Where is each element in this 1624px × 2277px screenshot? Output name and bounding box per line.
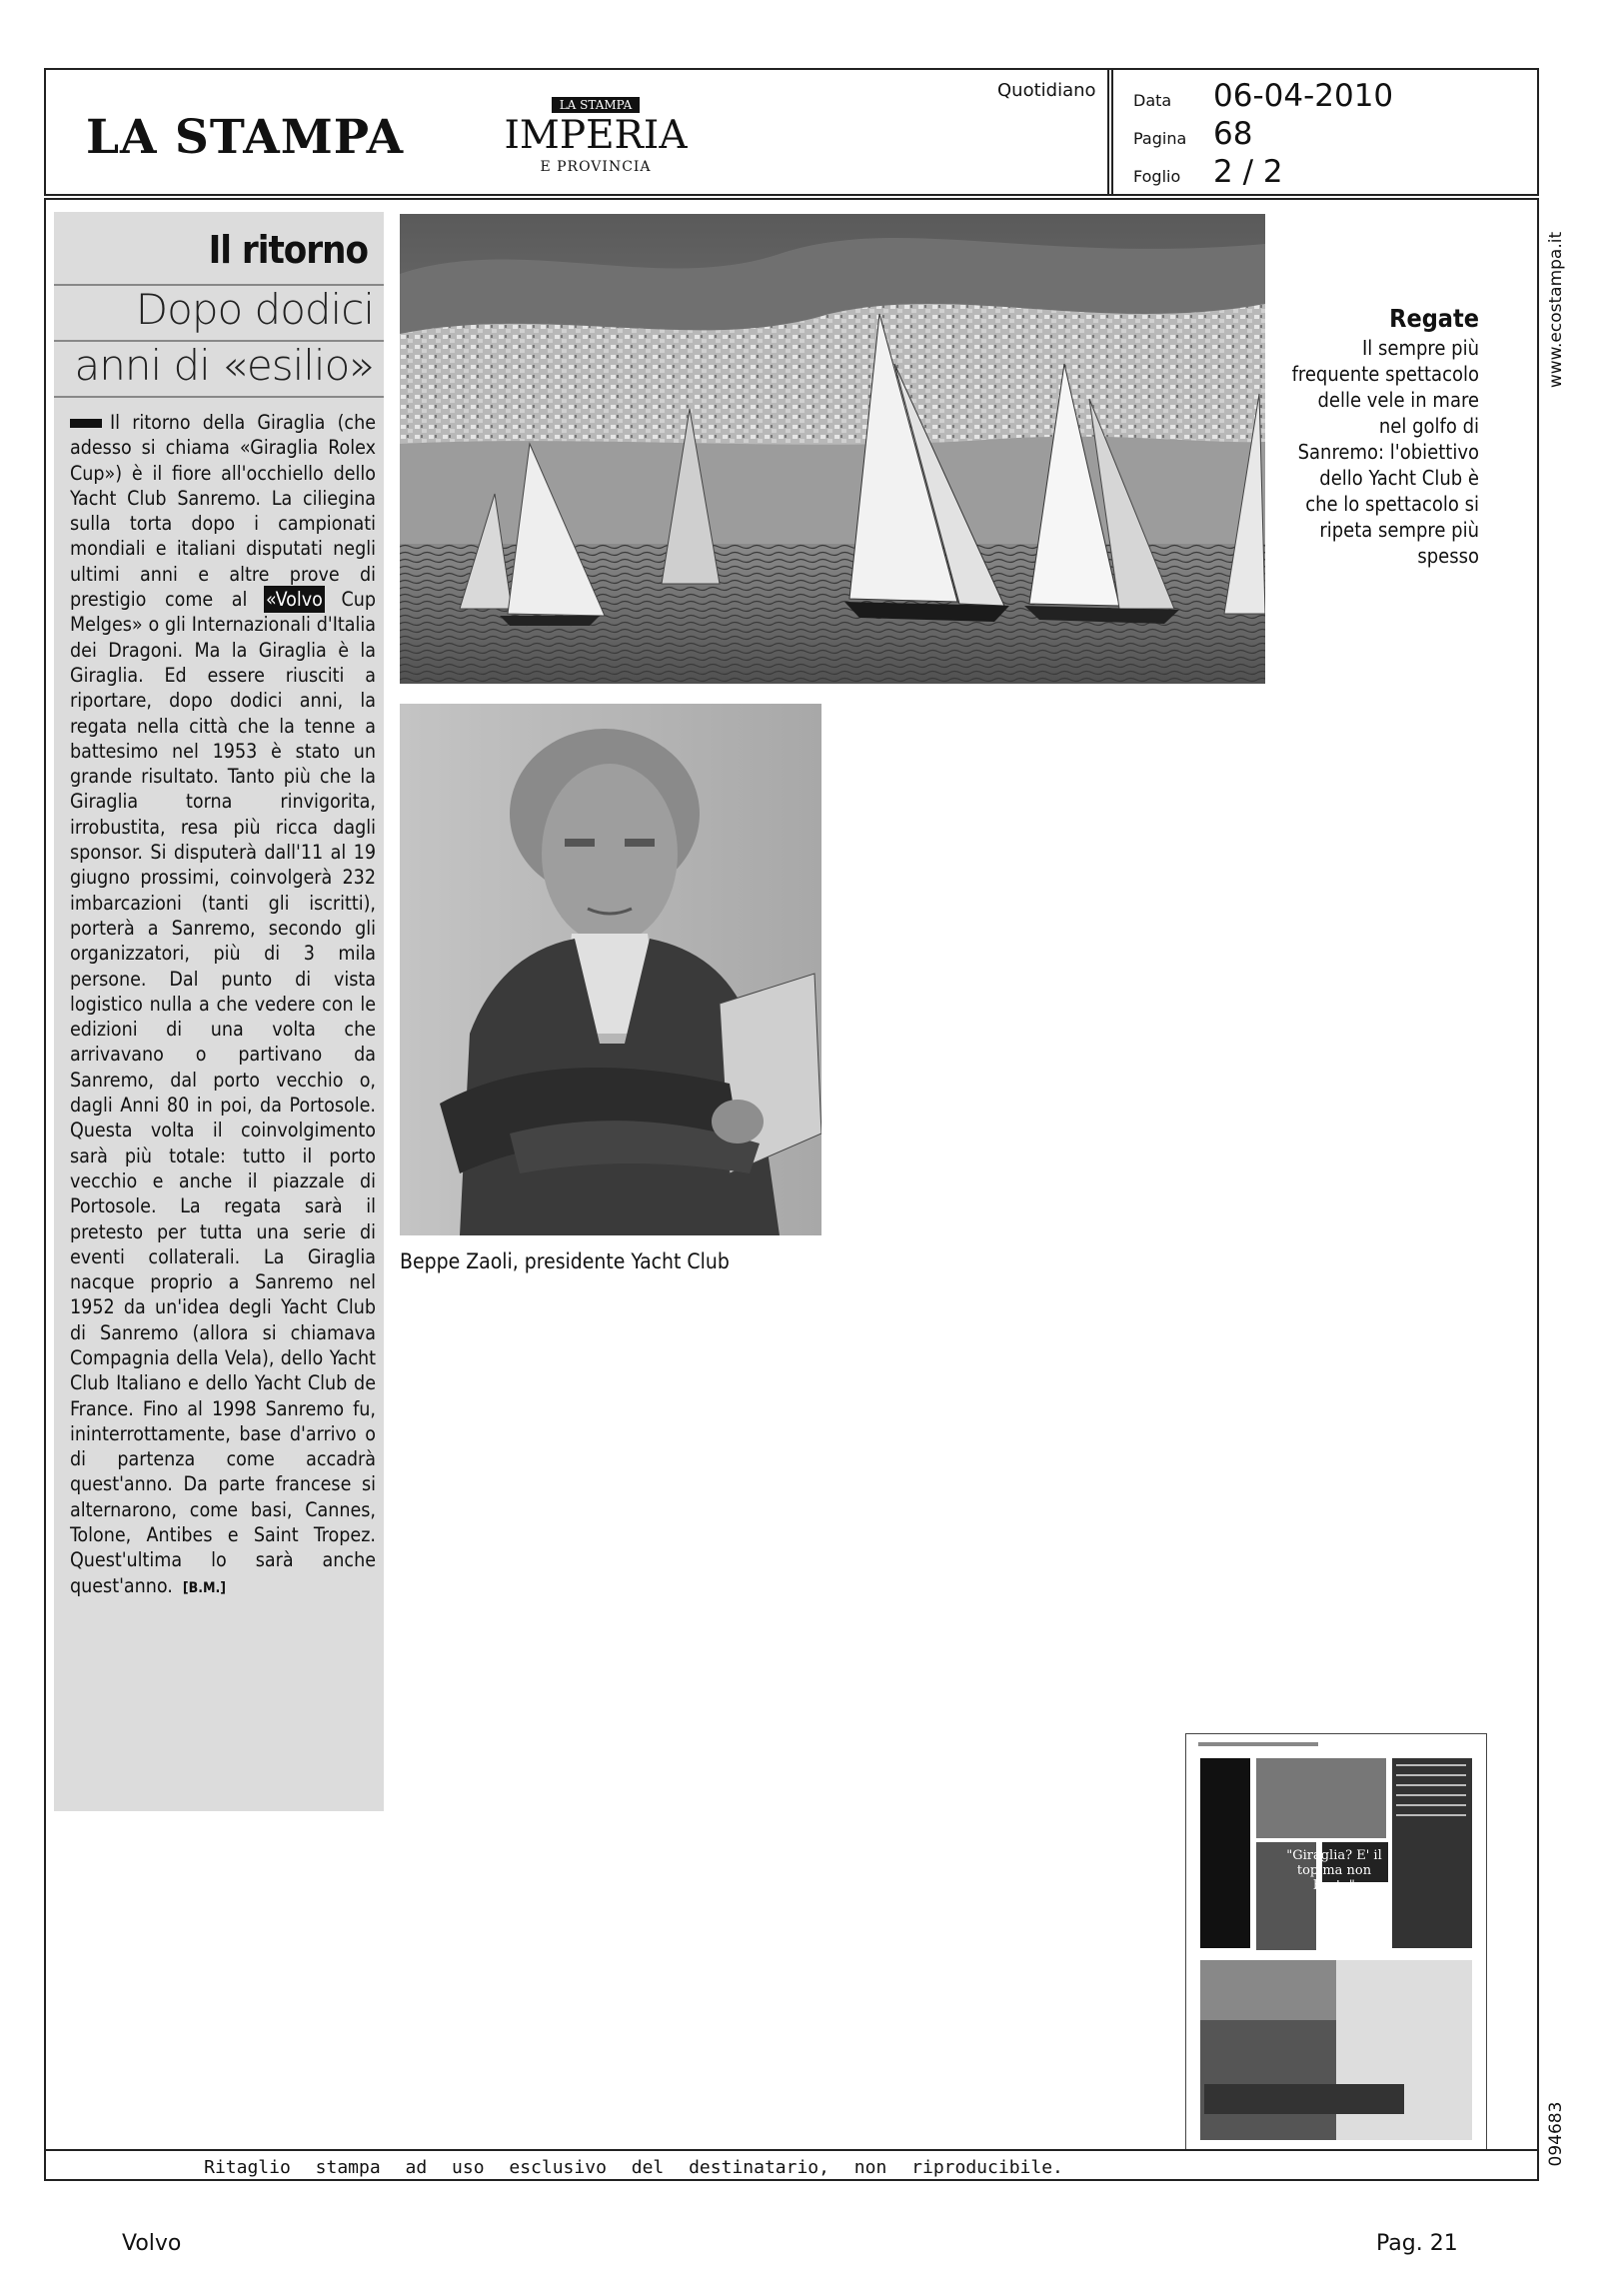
photo-caption: Beppe Zaoli, presidente Yacht Club [400,1249,730,1273]
meta-row-page [1133,116,1252,152]
footer-divider [44,2149,1539,2151]
body-text-part: Cup Melges» o gli Internazionali d'Italia dei Dragoni. Ma la Giraglia è la Giraglia. Ed essere riusciti a riportare, dopo dodici anni, la regata nella città che la tenne a battesimo nel 1953 è stato un grande risultato. Tanto più che la Giraglia torna rinvigorita, irrobustita, resa più ricca dagli sponsor. Si disputerà dall'11 al 19 giugno prossimi, coinvolgerà 232 imbarcazioni (tanti gli iscritti), porterà a Sanremo, secondo gli organizzatori, più di 3 mila persone. Dal punto di vista logistico nulla a che vedere con le edizioni di una volta che arrivavano o partivano da Sanremo, dal porto vecchio o, dagli Anni 80 in poi, da Portosole. Questa volta il coinvolgimento sarà più totale: tutto il porto vecchio e anche il piazzale di Portosole. La regata sarà il pretesto per tutta una serie di eventi collaterali. La Giraglia nacque proprio a Sanremo nel 1952 da un'idea degli Yacht Club di Sanremo (allora si chiamava Compagnia della Vela), dello Yacht Club Italiano e dello Yacht Club de France. Fino al 1998 Sanremo fu, ininterrottamente, base d'arrivo o di partenza come accadrà quest'anno. Da parte francese si alternarono, come basi, Cannes, Tolone, Antibes e Saint Tropez. Quest'ultima lo sarà anche quest'anno. [70,588,376,1597]
article-body [70,410,376,1601]
meta-box [1107,70,1537,194]
meta-label: Foglio [1133,167,1181,186]
portrait-photo [400,704,821,1235]
footer-page-number: Pag. 21 [1376,2231,1458,2256]
edition-masthead [471,94,721,175]
vertical-url-label [1539,210,1573,410]
vertical-code-label [1539,2089,1573,2179]
lead-marker-icon [70,419,102,428]
page-header [44,68,1539,196]
url-text: www.ecostampa.it [1546,231,1566,389]
subhead-line: Dopo dodici [135,285,374,334]
article-subhead [54,282,374,394]
body-text-part: Il ritorno della Giraglia (che adesso si chiama «Giraglia Rolex Cup») è il fiore all'occhiello dello Yacht Club Sanremo. La ciliegina sulla torta dopo i campionati mondiali e italiani disputati negli ultimi anni e altre prove di prestigio come al [70,411,376,612]
side-caption-body: Il sempre più frequente spettacolo delle vele in mare nel golfo di Sanremo: l'obiettivo dello Yacht Club è che lo spettacolo si ripeta sempre più spesso [1291,336,1479,568]
meta-label: Pagina [1133,129,1187,148]
side-caption-title: Regate [1389,304,1479,333]
side-caption [1289,304,1479,569]
meta-value: 2 / 2 [1213,154,1283,190]
masthead-small-logo: LA STAMPA [552,97,641,113]
code-text: 094683 [1546,2101,1566,2167]
meta-row-sheet [1133,154,1283,190]
meta-label: Data [1133,91,1172,110]
footer-client: Volvo [122,2231,182,2256]
meta-value: 06-04-2010 [1213,78,1394,114]
subhead-line: anni di «esilio» [74,341,374,390]
article-headline: Il ritorno [208,228,368,272]
edition-subtitle: E PROVINCIA [540,159,652,175]
meta-row-date [1133,78,1393,114]
newspaper-logo: LA STAMPA [86,110,405,165]
periodicity-label: Quotidiano [997,80,1096,101]
highlighted-keyword: «Volvo [266,588,323,612]
article-column [54,212,384,1811]
page-thumbnail [1185,1733,1487,2151]
thumbnail-quote: "Giraglia? E' il top ma non basta" [1286,1848,1382,1893]
meta-value: 68 [1213,116,1253,152]
subhead-divider [54,396,384,398]
edition-city: IMPERIA [504,113,688,158]
subhead-divider [54,340,384,342]
article-byline: [B.M.] [182,1579,227,1596]
copyright-notice: Ritaglio stampa ad uso esclusivo del destinatario, non riproducibile. [204,2157,1063,2178]
regatta-photo [400,214,1265,684]
